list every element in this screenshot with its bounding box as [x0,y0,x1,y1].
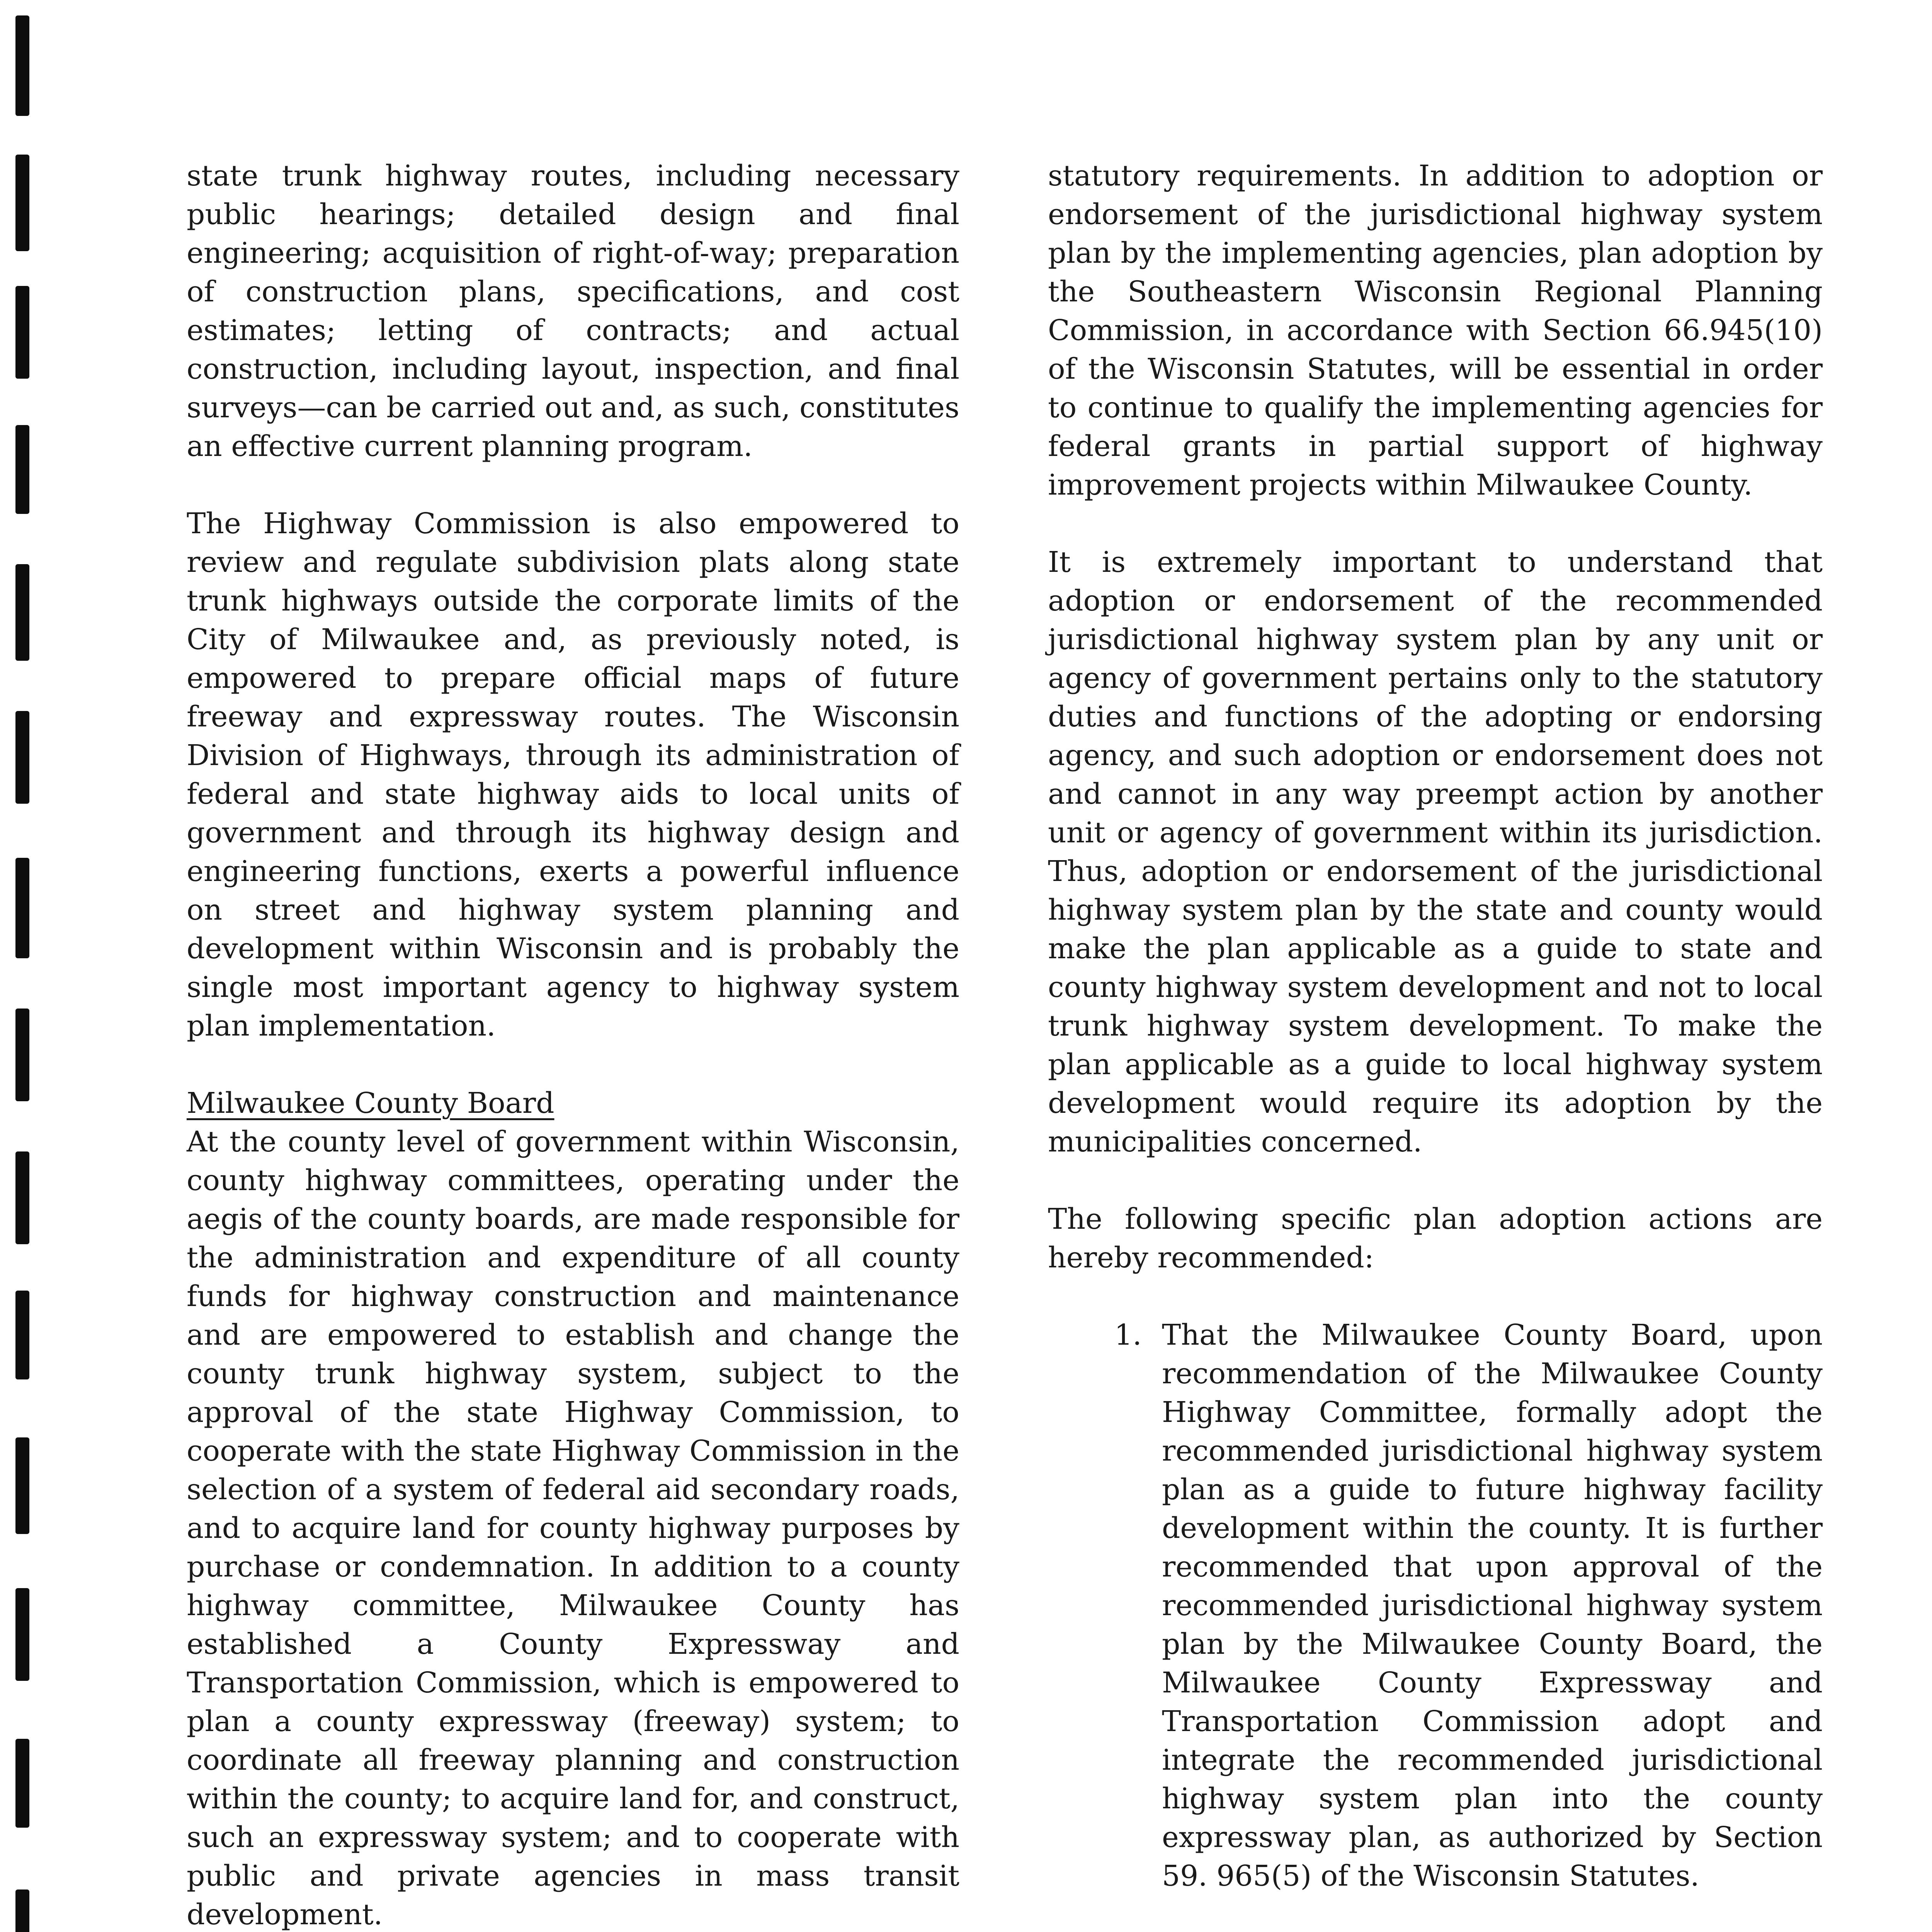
binding-marks [0,0,46,1932]
binding-mark [15,1151,29,1244]
paragraph-important: It is extremely important to understand that adoption or endorsement of the recommended jurisdictional highway system plan by any unit or agency of government pertains only to the statutory duties and functions of the adopting or endorsing agency, and such adoption or endorsement does not and cannot in any way preempt action by another unit or agency of government within its jurisdiction. Thus, adoption or endorsement of the jurisdictional highway system plan by the state and county would make the plan applicable as a guide to state and county highway system development and not to local trunk highway system development. To make the plan applicable as a guide to local highway system development would require its adoption by the municipalities concerned. [1048,546,1823,1158]
paragraph-following: The following specific plan adoption actions are hereby recommended: [1048,1202,1823,1274]
binding-mark [15,1291,29,1379]
recommendations-list [1048,1316,1823,1932]
section-county-board [187,1084,959,1932]
binding-mark [15,425,29,514]
binding-mark [15,1739,29,1828]
binding-mark [15,858,29,958]
paragraph-continued: state trunk highway routes, including necessary public hearings; detailed design and final engineering; acquisition of right-of-way; preparation of construction plans, specifications, and cost estimates; letting of contracts; and actual construction, including layout, inspection, and final surveys—can be carried out and, as such, constitutes an effective current planning program. [187,159,959,463]
paragraph-statutory: statutory requirements. In addition to adoption or endorsement of the jurisdictional highway system plan by the implementing agencies, plan adoption by the Southeastern Wisconsin Regional Planning Commission, in accordance with Section 66.945(10) of the Wisconsin Statutes, will be essential in order to continue to qualify the implementing agencies for federal grants in partial support of highway improvement projects within Milwaukee County. [1048,159,1823,502]
left-column [187,156,959,1932]
list-item-text: That the Milwaukee County Board, upon recommendation of the Milwaukee County Highway Committee, formally adopt the recommended jurisdictional highway system plan as a guide to future highway facility development within the county. It is further recommended that upon approval of the recommended jurisdictional highway system plan by the Milwaukee County Board, the Milwaukee County Expressway and Transportation Commission adopt and integrate the recommended jurisdictional highway system plan into the county expressway plan, as authorized by Section 59. 965(5) of the Wisconsin Statutes. [1162,1318,1823,1893]
heading-milwaukee-county-board: Milwaukee County Board [187,1087,554,1120]
binding-mark [15,1588,29,1681]
binding-mark [15,1889,29,1932]
binding-mark [15,711,29,804]
binding-mark [15,1009,29,1101]
right-column [1048,156,1823,1932]
paragraph-highway-commission: The Highway Commission is also empowered to review and regulate subdivision plats along state trunk highways outside the corporate limits of the City of Milwaukee and, as previously noted, is empowered to prepare official maps of future freeway and expressway routes. The Wisconsin Division of Highways, through its administration of federal and state highway aids to local units of government and through its highway design and engineering functions, exerts a powerful influence on street and highway system planning and development within Wisconsin and is probably the single most important agency to highway system plan implementation. [187,507,959,1043]
list-item [1048,1316,1823,1895]
binding-mark [15,286,29,379]
paragraph-county-board: At the county level of government within Wisconsin, county highway committees, operating under the aegis of the county boards, are made responsible for the administration and expenditure of all county funds for highway construction and maintenance and are empowered to establish and change the county trunk highway system, subject to the approval of the state Highway Commission, to cooperate with the state Highway Commission in the selection of a system of federal aid secondary roads, and to acquire land for county highway purposes by purchase or condemnation. In addition to a county highway committee, Milwaukee County has established a County Expressway and Transportation Commission, which is empowered to plan a county expressway (freeway) system; to coordinate all freeway planning and construction within the county; to acquire land for, and construct, such an expressway system; and to cooperate with public and private agencies in mass transit development. [187,1125,959,1931]
list-item-number: 1. [1114,1318,1142,1352]
binding-mark [15,1437,29,1534]
binding-mark [15,15,29,116]
binding-mark [15,564,29,661]
binding-mark [15,155,29,251]
